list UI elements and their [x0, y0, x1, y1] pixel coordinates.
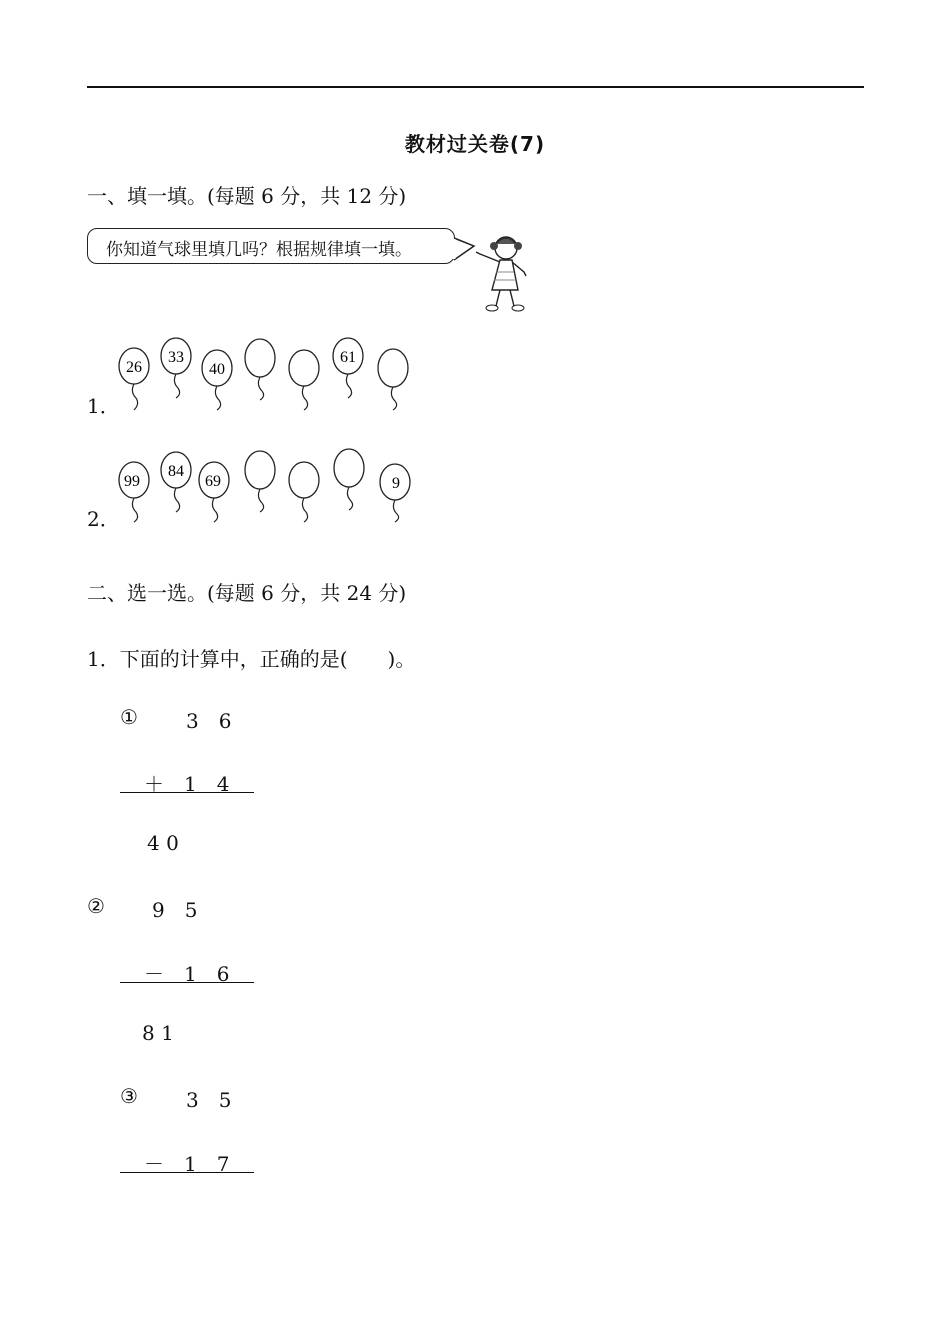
- balloon-number: 69: [205, 473, 221, 490]
- balloon[interactable]: [119, 462, 149, 522]
- balloon[interactable]: [289, 350, 319, 410]
- option-1-operand: ＋ 1 4: [144, 772, 230, 796]
- row1-label: 1．: [87, 394, 120, 418]
- option-3-marker[interactable]: ③: [120, 1084, 138, 1108]
- option-1-marker[interactable]: ①: [120, 705, 138, 729]
- balloon[interactable]: [119, 348, 149, 410]
- balloon-row-1: [110, 332, 430, 414]
- option-2-marker[interactable]: ②: [87, 894, 105, 918]
- balloon-number: 84: [168, 463, 184, 480]
- top-rule: [87, 86, 864, 88]
- girl-illustration: [440, 228, 560, 320]
- balloon-number: 9: [392, 475, 400, 492]
- option-3-top: 3 5: [186, 1088, 232, 1112]
- balloon[interactable]: [333, 338, 363, 398]
- option-1-top: 3 6: [186, 709, 232, 733]
- section2-heading: 二、选一选。(每题 6 分，共 24 分): [87, 581, 407, 605]
- speech-bubble: [87, 228, 455, 264]
- section1-heading: 一、填一填。(每题 6 分，共 12 分): [87, 184, 407, 208]
- balloon-number: 99: [124, 473, 140, 490]
- balloon[interactable]: [199, 462, 229, 522]
- option-3-operand: － 1 7: [144, 1152, 230, 1176]
- row2-label: 2．: [87, 507, 120, 531]
- balloon-number: 61: [340, 349, 356, 366]
- option-3-underline: [120, 1172, 254, 1173]
- balloon[interactable]: [161, 452, 191, 512]
- balloon[interactable]: [289, 462, 319, 522]
- option-2-underline: [120, 982, 254, 983]
- option-2-result: 8 1: [142, 1021, 174, 1045]
- balloon[interactable]: [380, 464, 410, 522]
- balloon-row-2: [110, 444, 430, 526]
- question-1: 1．下面的计算中，正确的是( )。: [87, 647, 416, 671]
- balloon-number: 26: [126, 359, 142, 376]
- balloon[interactable]: [334, 449, 364, 510]
- option-2-top: 9 5: [152, 898, 198, 922]
- balloon[interactable]: [245, 451, 275, 512]
- option-2-operand: － 1 6: [144, 962, 230, 986]
- speech-text: 你知道气球里填几吗？根据规律填一填。: [106, 240, 412, 260]
- balloon-number: 40: [209, 361, 225, 378]
- balloon[interactable]: [245, 339, 275, 400]
- option-1-underline: [120, 792, 254, 793]
- page-title: 教材过关卷(7): [404, 132, 546, 156]
- balloon[interactable]: [161, 338, 191, 398]
- balloon[interactable]: [378, 349, 408, 410]
- option-1-result: 4 0: [147, 831, 179, 855]
- balloon-number: 33: [168, 349, 184, 366]
- balloon[interactable]: [202, 350, 232, 410]
